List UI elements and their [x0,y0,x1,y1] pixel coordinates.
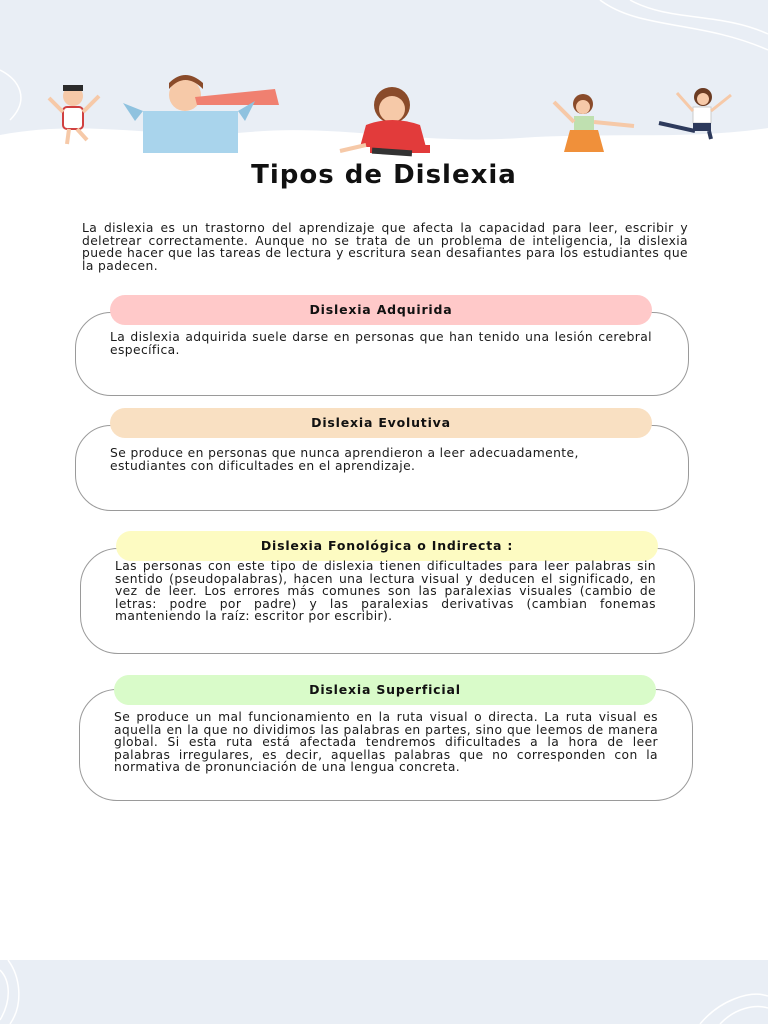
section-text-adquirida: La dislexia adquirida suele darse en personas que han tenido una lesión cerebral específica. [110,330,652,357]
section-heading-evolutiva: Dislexia Evolutiva [110,408,652,438]
section-text-evolutiva: Se produce en personas que nunca aprendieron a leer adecuadamente, estudiantes con dificultades en el aprendizaje. [110,446,579,473]
section-text-superficial: Se produce un mal funcionamiento en la ruta visual o directa. La ruta visual es aquella en la que no dividimos las palabras en partes, sino que leemos de manera global. Si esta ruta está afectada tendremos dificultades a la hora de leer palabras irregulares, es decir, aquellas palabras que no corresponden con la normativa de pronunciación de una lengua concreta. [114,710,658,775]
girl-reading-icon [330,85,450,165]
footer-banner [0,960,768,1024]
child-box-telescope-icon [115,75,285,155]
girl-dancing-icon [548,92,638,162]
intro-paragraph: La dislexia es un trastorno del aprendizaje que afecta la capacidad para leer, escribir y deletrear correctamente. Aunque no se trata de un problema de inteligencia, la dislexia puede hacer que las tareas de lectura y escritura sean desafiantes para los estudiantes que la padecen. [82,221,688,273]
footer-decoration [0,960,768,1024]
section-text-fonologica: Las personas con este tipo de dislexia tienen dificultades para leer palabras sin sentido (pseudopalabras), hacen una lectura visual y deducen el significado, en vez de leer. Los errores más comunes son las paralexias visuales (cambio de letras: podre por padre) y las paralexias derivativas (cambian fonemas manteniendo la raíz: escritor por escribir). [115,559,656,624]
page-title: Tipos de Dislexia [251,160,517,190]
section-heading-fonologica: Dislexia Fonológica o Indirecta : [116,531,658,561]
section-heading-adquirida: Dislexia Adquirida [110,295,652,325]
section-heading-superficial: Dislexia Superficial [114,675,656,705]
girl-jumping-icon [655,85,735,145]
child-illustration-icon [45,80,105,160]
